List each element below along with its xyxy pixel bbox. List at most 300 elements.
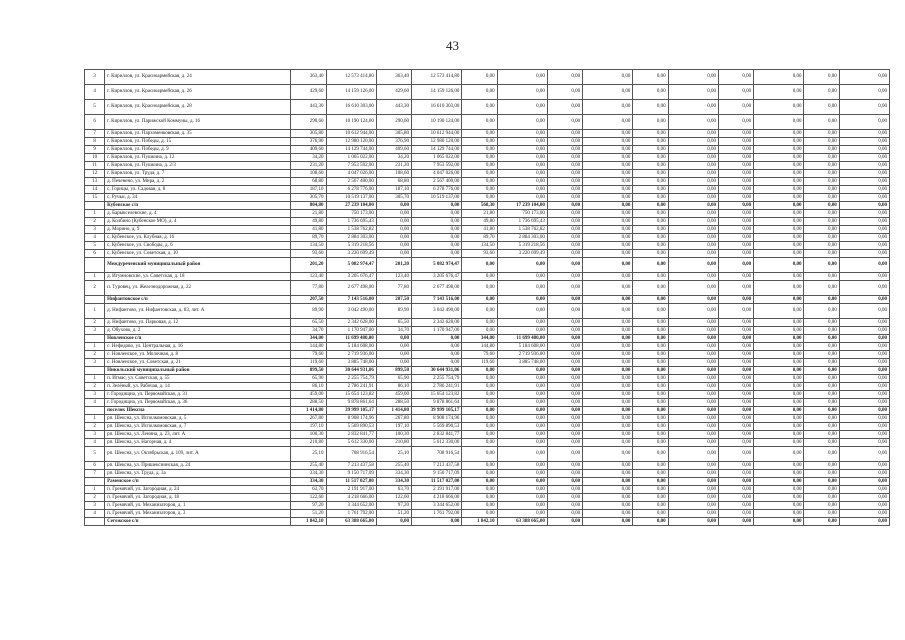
value-cell: 0,00 xyxy=(547,343,582,351)
value-cell: 8 908 174,96 xyxy=(326,415,376,423)
value-cell: 9 878 861,64 xyxy=(326,399,376,407)
value-cell: 1 761 792,00 xyxy=(326,510,376,518)
value-cell: 344,00 xyxy=(291,335,326,343)
value-cell: 0,00 xyxy=(718,138,753,146)
value-cell: 0,00 xyxy=(754,186,804,194)
value-cell: 0,00 xyxy=(839,439,889,447)
value-cell: 0,00 xyxy=(462,162,497,170)
value-cell: 0,00 xyxy=(547,194,582,202)
address-cell: г. Кириллов, ул. Победы, д. 15 xyxy=(105,138,291,146)
value-cell: 0,00 xyxy=(412,351,462,359)
address-cell: Никольский муниципальный район xyxy=(105,367,291,375)
value-cell: 0,00 xyxy=(497,194,547,202)
value-cell: 0,00 xyxy=(754,258,804,273)
value-cell: 0,00 xyxy=(462,383,497,391)
value-cell: 0,00 xyxy=(668,273,718,281)
value-cell: 1 736 695,43 xyxy=(326,218,376,226)
value-cell: 708 916,54 xyxy=(326,447,376,462)
row-number-cell: 3 xyxy=(85,226,105,234)
value-cell: 0,00 xyxy=(804,502,839,510)
value-cell: 0,00 xyxy=(462,423,497,431)
value-cell: 8 908 174,96 xyxy=(412,415,462,423)
value-cell: 0,00 xyxy=(583,210,633,218)
address-cell: г. Кириллов, ул. Красноармейская, д. 24 xyxy=(105,70,291,85)
page-number: 43 xyxy=(446,38,459,53)
value-cell: 0,00 xyxy=(839,154,889,162)
value-cell: 86,10 xyxy=(376,383,411,391)
table-row xyxy=(85,470,890,478)
value-cell: 2 567 400,00 xyxy=(412,178,462,186)
value-cell: 0,00 xyxy=(583,162,633,170)
value-cell: 0,00 xyxy=(668,178,718,186)
value-cell: 0,00 xyxy=(718,478,753,486)
value-cell: 0,00 xyxy=(754,470,804,478)
value-cell: 0,00 xyxy=(754,170,804,178)
value-cell: 0,00 xyxy=(462,70,497,85)
value-cell: 65,90 xyxy=(376,375,411,383)
address-cell: г. Кириллов, ул. Пархоменковская, д. 35 xyxy=(105,130,291,138)
row-number-cell: 5 xyxy=(85,447,105,462)
row-number-cell: 6 xyxy=(85,462,105,470)
value-cell: 0,00 xyxy=(462,146,497,154)
value-cell: 0,00 xyxy=(633,273,668,281)
value-cell: 0,00 xyxy=(633,162,668,170)
value-cell: 0,00 xyxy=(804,250,839,258)
value-cell: 459,00 xyxy=(376,391,411,399)
value-cell: 0,00 xyxy=(547,327,582,335)
value-cell: 0,00 xyxy=(462,367,497,375)
value-cell: 429,60 xyxy=(376,85,411,100)
table-row xyxy=(85,462,890,470)
value-cell: 0,00 xyxy=(633,486,668,494)
row-number-cell: 2 xyxy=(85,383,105,391)
value-cell: 16 610 303,00 xyxy=(412,100,462,115)
value-cell: 0,00 xyxy=(839,194,889,202)
value-cell: 63,70 xyxy=(376,486,411,494)
table-row xyxy=(85,178,890,186)
value-cell: 65,50 xyxy=(376,319,411,327)
value-cell: 0,00 xyxy=(754,304,804,319)
value-cell: 0,00 xyxy=(718,383,753,391)
value-cell: 0,00 xyxy=(754,478,804,486)
value-cell: 1 414,80 xyxy=(291,407,326,415)
value-cell: 0,00 xyxy=(804,367,839,375)
address-cell: г. Кириллов, ул. Труда, д. 7 xyxy=(105,170,291,178)
row-number-cell: 2 xyxy=(85,351,105,359)
value-cell: 334,30 xyxy=(291,470,326,478)
address-cell: с. Новленское, ул. Советская, д. 21 xyxy=(105,359,291,367)
value-cell: 0,00 xyxy=(497,146,547,154)
value-cell: 0,00 xyxy=(547,146,582,154)
value-cell: 0,00 xyxy=(804,431,839,439)
value-cell: 123,40 xyxy=(376,273,411,281)
value-cell: 9 150 717,09 xyxy=(412,470,462,478)
value-cell: 0,00 xyxy=(583,281,633,296)
value-cell: 0,00 xyxy=(718,194,753,202)
value-cell: 65,90 xyxy=(291,375,326,383)
value-cell: 89,90 xyxy=(376,304,411,319)
value-cell: 0,00 xyxy=(497,178,547,186)
value-cell: 0,00 xyxy=(839,415,889,423)
table-row xyxy=(85,423,890,431)
value-cell: 0,00 xyxy=(668,226,718,234)
value-cell: 0,00 xyxy=(583,138,633,146)
row-number-cell xyxy=(85,258,105,273)
value-cell: 0,00 xyxy=(547,486,582,494)
value-cell: 0,00 xyxy=(412,242,462,250)
value-cell: 0,00 xyxy=(583,296,633,304)
value-cell: 21,80 xyxy=(291,210,326,218)
value-cell: 0,00 xyxy=(804,447,839,462)
value-cell: 0,00 xyxy=(804,138,839,146)
value-cell: 0,00 xyxy=(754,218,804,226)
address-cell: рп. Шексна, ул. Исполкомовская, д. 7 xyxy=(105,423,291,431)
row-number-cell: 1 xyxy=(85,304,105,319)
value-cell: 0,00 xyxy=(668,250,718,258)
value-cell: 0,00 xyxy=(839,85,889,100)
value-cell: 0,00 xyxy=(633,478,668,486)
value-cell: 0,00 xyxy=(497,296,547,304)
value-cell: 65,50 xyxy=(291,319,326,327)
value-cell: 5 082 974,47 xyxy=(412,258,462,273)
row-number-cell: 1 xyxy=(85,486,105,494)
table-row xyxy=(85,327,890,335)
value-cell: 108,60 xyxy=(376,170,411,178)
value-cell: 2 719 936,00 xyxy=(326,351,376,359)
value-cell: 0,00 xyxy=(547,273,582,281)
value-cell: 2 884 303,00 xyxy=(326,234,376,242)
value-cell: 68,80 xyxy=(291,178,326,186)
value-cell: 0,00 xyxy=(547,100,582,115)
value-cell: 344,00 xyxy=(462,335,497,343)
value-cell: 122,60 xyxy=(291,494,326,502)
value-cell: 0,00 xyxy=(804,170,839,178)
value-cell: 0,00 xyxy=(668,258,718,273)
value-cell: 0,00 xyxy=(547,170,582,178)
address-cell: г. Кириллов, ул. Пушкина, д. 2/3 xyxy=(105,162,291,170)
value-cell: 0,00 xyxy=(718,359,753,367)
value-cell: 0,00 xyxy=(718,375,753,383)
value-cell: 0,00 xyxy=(839,359,889,367)
value-cell: 207,50 xyxy=(291,296,326,304)
table-row xyxy=(85,273,890,281)
row-number-cell: 1 xyxy=(85,343,105,351)
table-row xyxy=(85,170,890,178)
value-cell: 0,00 xyxy=(754,273,804,281)
value-cell: 0,00 xyxy=(633,178,668,186)
value-cell: 0,00 xyxy=(462,431,497,439)
table-group-row xyxy=(85,335,890,343)
value-cell: 63,70 xyxy=(291,486,326,494)
value-cell: 3 220 699,49 xyxy=(497,250,547,258)
register-table-container xyxy=(84,69,890,526)
value-cell: 2 677 498,00 xyxy=(326,281,376,296)
value-cell: 0,00 xyxy=(718,391,753,399)
value-cell: 0,00 xyxy=(547,242,582,250)
value-cell: 0,00 xyxy=(547,367,582,375)
value-cell: 187,10 xyxy=(376,186,411,194)
value-cell: 0,00 xyxy=(754,431,804,439)
value-cell: 0,00 xyxy=(633,194,668,202)
value-cell: 0,00 xyxy=(839,250,889,258)
value-cell: 0,00 xyxy=(839,296,889,304)
value-cell: 79,60 xyxy=(291,351,326,359)
value-cell: 0,00 xyxy=(718,335,753,343)
value-cell: 0,00 xyxy=(462,85,497,100)
address-cell: с. Кубенское, ул. Клубная, д. 16 xyxy=(105,234,291,242)
value-cell: 51,20 xyxy=(376,510,411,518)
value-cell: 0,00 xyxy=(462,319,497,327)
value-cell: 0,00 xyxy=(804,375,839,383)
value-cell: 0,00 xyxy=(718,399,753,407)
value-cell: 14 159 126,00 xyxy=(326,85,376,100)
value-cell: 0,00 xyxy=(376,351,411,359)
row-number-cell: 2 xyxy=(85,218,105,226)
value-cell: 0,00 xyxy=(718,367,753,375)
value-cell: 0,00 xyxy=(583,202,633,210)
row-number-cell: 2 xyxy=(85,494,105,502)
address-cell: г. Кириллов, ул. Красноармейская, д. 26 xyxy=(105,85,291,100)
value-cell: 197,10 xyxy=(376,423,411,431)
value-cell: 0,00 xyxy=(839,304,889,319)
value-cell: 0,00 xyxy=(718,218,753,226)
value-cell: 0,00 xyxy=(376,343,411,351)
value-cell: 0,00 xyxy=(462,281,497,296)
row-number-cell: 4 xyxy=(85,439,105,447)
value-cell: 0,00 xyxy=(547,359,582,367)
address-cell: рп. Шексна, ул. Ленина, д. 23, лит. А xyxy=(105,431,291,439)
value-cell: 3 885 748,00 xyxy=(497,359,547,367)
value-cell: 0,00 xyxy=(633,138,668,146)
table-row xyxy=(85,234,890,242)
value-cell: 0,00 xyxy=(718,186,753,194)
value-cell: 0,00 xyxy=(497,327,547,335)
row-number-cell: 1 xyxy=(85,273,105,281)
value-cell: 187,10 xyxy=(291,186,326,194)
value-cell: 290,60 xyxy=(376,115,411,130)
value-cell: 0,00 xyxy=(718,518,753,526)
value-cell: 0,00 xyxy=(547,335,582,343)
value-cell: 0,00 xyxy=(668,304,718,319)
value-cell: 21,80 xyxy=(462,210,497,218)
value-cell: 305,70 xyxy=(291,194,326,202)
value-cell: 6 278 776,00 xyxy=(326,186,376,194)
value-cell: 0,00 xyxy=(497,130,547,138)
address-cell: д. Игумновские, ул. Советская, д. 18 xyxy=(105,273,291,281)
value-cell: 0,00 xyxy=(754,486,804,494)
value-cell: 0,00 xyxy=(462,494,497,502)
value-cell: 201,20 xyxy=(291,258,326,273)
value-cell: 3 205 676,47 xyxy=(412,273,462,281)
value-cell: 0,00 xyxy=(718,502,753,510)
value-cell: 0,00 xyxy=(668,431,718,439)
value-cell: 0,00 xyxy=(583,351,633,359)
table-row xyxy=(85,154,890,162)
value-cell: 0,00 xyxy=(462,194,497,202)
value-cell: 0,00 xyxy=(583,70,633,85)
value-cell: 0,00 xyxy=(547,202,582,210)
value-cell: 144,80 xyxy=(291,343,326,351)
value-cell: 0,00 xyxy=(583,518,633,526)
address-cell: п. Зелёный, ул. Рабочая, д. 14 xyxy=(105,383,291,391)
value-cell: 0,00 xyxy=(754,375,804,383)
value-cell: 0,00 xyxy=(839,367,889,375)
value-cell: 1 842,10 xyxy=(462,518,497,526)
value-cell: 0,00 xyxy=(839,234,889,242)
table-row xyxy=(85,250,890,258)
value-cell: 0,00 xyxy=(754,296,804,304)
register-table xyxy=(84,69,890,526)
table-row xyxy=(85,399,890,407)
value-cell: 0,00 xyxy=(583,383,633,391)
value-cell: 0,00 xyxy=(668,210,718,218)
value-cell: 0,00 xyxy=(462,470,497,478)
value-cell: 0,00 xyxy=(497,383,547,391)
value-cell: 0,00 xyxy=(633,399,668,407)
value-cell: 0,00 xyxy=(754,399,804,407)
value-cell: 16 610 303,00 xyxy=(326,100,376,115)
row-number-cell: 14 xyxy=(85,186,105,194)
value-cell: 0,00 xyxy=(462,304,497,319)
value-cell: 0,00 xyxy=(583,234,633,242)
value-cell: 0,00 xyxy=(376,210,411,218)
value-cell: 0,00 xyxy=(839,494,889,502)
address-cell: с. Новленское, ул. Молочная, д. 8 xyxy=(105,351,291,359)
value-cell: 0,00 xyxy=(754,242,804,250)
value-cell: 443,30 xyxy=(376,100,411,115)
value-cell: 0,00 xyxy=(583,250,633,258)
value-cell: 0,00 xyxy=(547,210,582,218)
value-cell: 0,00 xyxy=(583,115,633,130)
value-cell: 0,00 xyxy=(839,138,889,146)
value-cell: 0,00 xyxy=(668,502,718,510)
value-cell: 0,00 xyxy=(754,423,804,431)
value-cell: 0,00 xyxy=(633,202,668,210)
value-cell: 459,00 xyxy=(291,391,326,399)
address-cell: г. Городищна, ул. Первомайская, д. 31 xyxy=(105,391,291,399)
value-cell: 0,00 xyxy=(462,415,497,423)
value-cell: 0,00 xyxy=(412,343,462,351)
address-cell: г. Городищна, ул. Первомайская, д. 36 xyxy=(105,399,291,407)
value-cell: 0,00 xyxy=(754,343,804,351)
value-cell: 63 388 665,00 xyxy=(497,518,547,526)
address-cell: п. Туровец, ул. Железнодорожная, д. 22 xyxy=(105,281,291,296)
value-cell: 10 190 124,00 xyxy=(412,115,462,130)
table-row xyxy=(85,359,890,367)
value-cell: 0,00 xyxy=(804,296,839,304)
value-cell: 0,00 xyxy=(497,478,547,486)
value-cell: 0,00 xyxy=(497,319,547,327)
value-cell: 0,00 xyxy=(668,154,718,162)
value-cell: 0,00 xyxy=(547,85,582,100)
value-cell: 0,00 xyxy=(754,502,804,510)
value-cell: 0,00 xyxy=(804,391,839,399)
value-cell: 0,00 xyxy=(412,250,462,258)
value-cell: 0,00 xyxy=(462,462,497,470)
value-cell: 0,00 xyxy=(633,439,668,447)
address-cell: рп. Шексна, ул. Октябрьская, д. 109, лит. А xyxy=(105,447,291,462)
value-cell: 0,00 xyxy=(668,194,718,202)
value-cell: 0,00 xyxy=(462,115,497,130)
value-cell: 97,20 xyxy=(376,502,411,510)
value-cell: 97,20 xyxy=(291,502,326,510)
address-cell: Кубенское с/п xyxy=(105,202,291,210)
value-cell: 0,00 xyxy=(583,194,633,202)
value-cell: 0,00 xyxy=(412,226,462,234)
value-cell: 0,00 xyxy=(839,202,889,210)
value-cell: 0,00 xyxy=(497,138,547,146)
table-row xyxy=(85,162,890,170)
value-cell: 5 569 890,53 xyxy=(326,423,376,431)
value-cell: 68,80 xyxy=(376,178,411,186)
value-cell: 0,00 xyxy=(804,518,839,526)
value-cell: 0,00 xyxy=(497,502,547,510)
value-cell: 0,00 xyxy=(668,494,718,502)
value-cell: 89,70 xyxy=(291,234,326,242)
table-row xyxy=(85,415,890,423)
value-cell: 0,00 xyxy=(462,100,497,115)
value-cell: 0,00 xyxy=(754,178,804,186)
value-cell: 0,00 xyxy=(633,210,668,218)
table-row xyxy=(85,319,890,327)
row-number-cell xyxy=(85,478,105,486)
value-cell: 288,50 xyxy=(291,399,326,407)
value-cell: 2 719 936,00 xyxy=(497,351,547,359)
value-cell: 0,00 xyxy=(668,439,718,447)
value-cell: 0,00 xyxy=(668,351,718,359)
value-cell: 5 612 330,00 xyxy=(326,439,376,447)
value-cell: 0,00 xyxy=(547,226,582,234)
row-number-cell: 9 xyxy=(85,146,105,154)
value-cell: 899,50 xyxy=(291,367,326,375)
value-cell: 0,00 xyxy=(839,407,889,415)
value-cell: 0,00 xyxy=(547,399,582,407)
value-cell: 231,20 xyxy=(376,162,411,170)
value-cell: 0,00 xyxy=(718,100,753,115)
value-cell: 0,00 xyxy=(754,210,804,218)
value-cell: 0,00 xyxy=(754,234,804,242)
value-cell: 1 538 762,82 xyxy=(326,226,376,234)
value-cell: 0,00 xyxy=(583,502,633,510)
value-cell: 0,00 xyxy=(718,296,753,304)
value-cell: 0,00 xyxy=(633,367,668,375)
value-cell: 0,00 xyxy=(804,343,839,351)
value-cell: 0,00 xyxy=(754,407,804,415)
value-cell: 1 842,10 xyxy=(291,518,326,526)
value-cell: 10 519 137,00 xyxy=(326,194,376,202)
value-cell: 0,00 xyxy=(754,250,804,258)
value-cell: 0,00 xyxy=(754,391,804,399)
row-number-cell: 7 xyxy=(85,130,105,138)
value-cell: 0,00 xyxy=(668,423,718,431)
value-cell: 2 255 754,79 xyxy=(326,375,376,383)
value-cell: 0,00 xyxy=(547,502,582,510)
address-cell: Раменское с/п xyxy=(105,478,291,486)
value-cell: 41,80 xyxy=(462,226,497,234)
value-cell: 0,00 xyxy=(754,359,804,367)
row-number-cell xyxy=(85,407,105,415)
value-cell: 0,00 xyxy=(583,218,633,226)
address-cell: поселок Шексна xyxy=(105,407,291,415)
value-cell: 255,40 xyxy=(376,462,411,470)
value-cell: 0,00 xyxy=(839,399,889,407)
value-cell: 0,00 xyxy=(583,391,633,399)
row-number-cell: 6 xyxy=(85,250,105,258)
value-cell: 79,60 xyxy=(462,351,497,359)
value-cell: 0,00 xyxy=(412,518,462,526)
value-cell: 0,00 xyxy=(839,518,889,526)
value-cell: 12 980 120,00 xyxy=(326,138,376,146)
